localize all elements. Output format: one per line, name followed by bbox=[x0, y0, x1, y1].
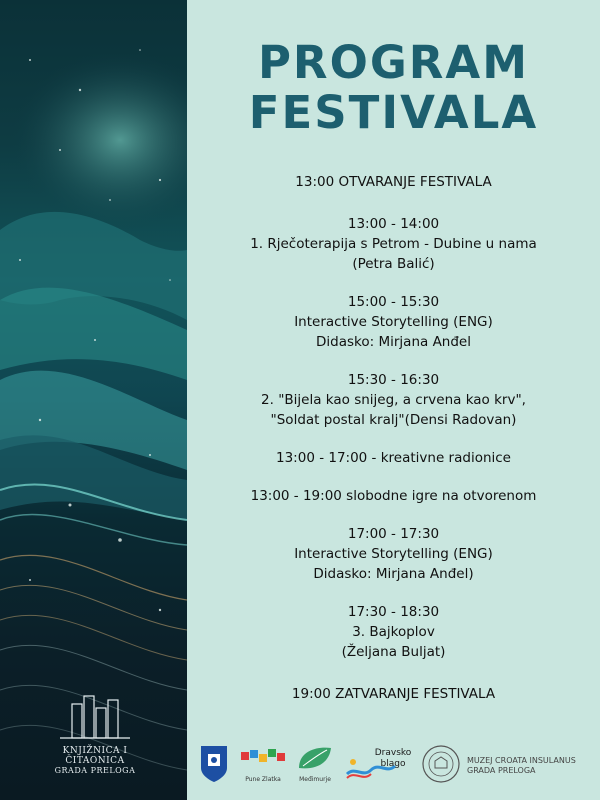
event-time: 17:00 - 17:30 bbox=[347, 526, 440, 542]
title-line2: FESTIVALA bbox=[248, 86, 539, 139]
event-title: Interactive Storytelling (ENG) bbox=[294, 314, 493, 330]
dravsko-blago-logo bbox=[343, 744, 413, 788]
event-host: "Soldat postal kralj"(Densi Radovan) bbox=[270, 412, 517, 428]
library-logo bbox=[40, 690, 150, 775]
program-list bbox=[187, 172, 600, 704]
museum-name-line2: GRADA PRELOGA bbox=[467, 766, 536, 775]
museum-name-line1: MUZEJ CROATA INSULANUS bbox=[467, 756, 576, 765]
dravsko-blago-label: Dravsko blago bbox=[374, 748, 412, 769]
event-host: (Željana Buljat) bbox=[341, 644, 446, 660]
event-title: Interactive Storytelling (ENG) bbox=[294, 546, 493, 562]
event-line: 13:00 - 19:00 slobodne igre na otvorenom bbox=[250, 488, 537, 504]
sponsor-logos bbox=[195, 742, 595, 792]
ocean-wave-illustration bbox=[0, 0, 187, 800]
museum-seal-icon bbox=[421, 744, 461, 784]
medimurje-logo bbox=[295, 744, 335, 783]
library-name-line1: KNJIŽNICA I ČITAONICA bbox=[62, 746, 128, 766]
event-line: 13:00 - 17:00 - kreativne radionice bbox=[276, 450, 511, 466]
decorative-art-panel bbox=[0, 0, 187, 800]
title-line1: PROGRAM bbox=[257, 36, 530, 89]
event-title: 1. Rječoterapija s Petrom - Dubine u nama bbox=[250, 236, 537, 252]
library-buildings-icon bbox=[50, 690, 140, 740]
museum-name bbox=[467, 756, 591, 776]
event-title: 3. Bajkoplov bbox=[352, 624, 435, 640]
tourism-icon bbox=[239, 746, 287, 772]
event-time: 13:00 - 14:00 bbox=[347, 216, 440, 232]
event-time: 15:00 - 15:30 bbox=[347, 294, 440, 310]
event-time: 17:30 - 18:30 bbox=[347, 604, 440, 620]
tourism-logo bbox=[239, 746, 287, 783]
program-content bbox=[187, 0, 600, 800]
museum-seal-logo bbox=[421, 744, 465, 788]
city-coat-of-arms-logo bbox=[199, 744, 229, 788]
closing-line: 19:00 ZATVARANJE FESTIVALA bbox=[291, 686, 496, 702]
event-host: Didasko: Mirjana Anđel bbox=[316, 334, 471, 350]
event-host: (Petra Balić) bbox=[352, 256, 435, 272]
tourism-logo-label: Pune Zlatka bbox=[245, 776, 281, 783]
leaf-icon bbox=[295, 744, 335, 772]
event-host: Didasko: Mirjana Anđel) bbox=[313, 566, 474, 582]
library-name-line2: GRADA PRELOGA bbox=[54, 766, 136, 775]
opening-line: 13:00 OTVARANJE FESTIVALA bbox=[295, 174, 492, 190]
coat-of-arms-icon bbox=[199, 744, 229, 784]
medimurje-logo-label: Međimurje bbox=[299, 776, 331, 783]
event-title: 2. "Bijela kao snijeg, a crvena kao krv", bbox=[261, 392, 526, 408]
event-time: 15:30 - 16:30 bbox=[347, 372, 440, 388]
